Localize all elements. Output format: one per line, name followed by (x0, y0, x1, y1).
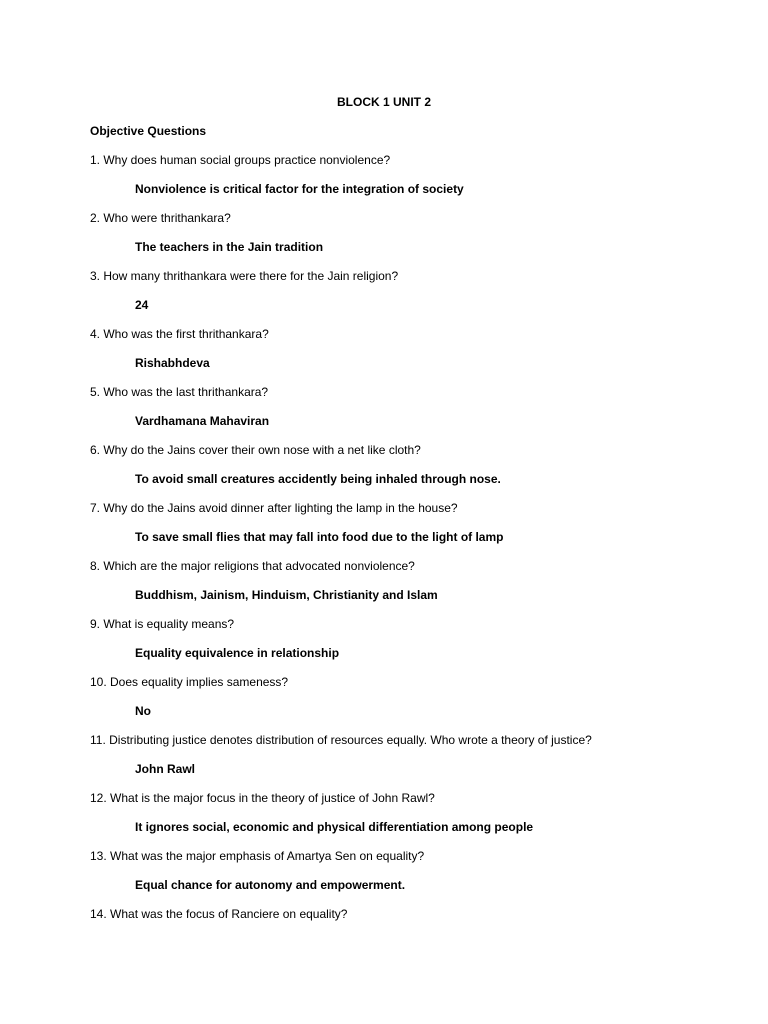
question: 7. Why do the Jains avoid dinner after lighting the lamp in the house? (90, 501, 458, 515)
question: 3. How many thrithankara were there for the Jain religion? (90, 269, 399, 283)
question: 12. What is the major focus in the theory of justice of John Rawl? (90, 791, 435, 805)
answer: To save small flies that may fall into food due to the light of lamp (135, 530, 504, 544)
answer: No (135, 704, 151, 718)
question: 5. Who was the last thrithankara? (90, 385, 269, 399)
document-title: BLOCK 1 UNIT 2 (336, 95, 431, 109)
answer: John Rawl (135, 762, 196, 776)
qa-item-11 (0, 732, 768, 790)
question: 10. Does equality implies sameness? (90, 675, 289, 689)
qa-item-10 (0, 674, 768, 732)
qa-item-4 (0, 326, 768, 384)
answer: Rishabhdeva (135, 356, 210, 370)
qa-item-14 (0, 906, 768, 964)
answer: It ignores social, economic and physical differentiation among people (135, 820, 534, 834)
question: 11. Distributing justice denotes distribution of resources equally. Who wrote a theory of justice? (90, 733, 592, 747)
qa-item-1 (0, 152, 768, 210)
answer: Equality equivalence in relationship (135, 646, 340, 660)
question: 14. What was the focus of Ranciere on equality? (90, 907, 348, 921)
question-list (0, 152, 768, 964)
qa-item-3 (0, 268, 768, 326)
qa-item-8 (0, 558, 768, 616)
answer: Buddhism, Jainism, Hinduism, Christianity and Islam (135, 588, 438, 602)
answer: 24 (135, 298, 149, 312)
question: 8. Which are the major religions that advocated nonviolence? (90, 559, 415, 573)
section-heading: Objective Questions (90, 124, 207, 138)
answer: Vardhamana Mahaviran (135, 414, 270, 428)
question: 6. Why do the Jains cover their own nose with a net like cloth? (90, 443, 421, 457)
qa-item-5 (0, 384, 768, 442)
qa-item-6 (0, 442, 768, 500)
qa-item-9 (0, 616, 768, 674)
answer: To avoid small creatures accidently being inhaled through nose. (135, 472, 501, 486)
answer (135, 935, 768, 964)
question: 2. Who were thrithankara? (90, 211, 231, 225)
question: 9. What is equality means? (90, 617, 235, 631)
qa-item-12 (0, 790, 768, 848)
answer: Nonviolence is critical factor for the integration of society (135, 182, 464, 196)
qa-item-13 (0, 848, 768, 906)
answer: Equal chance for autonomy and empowerment. (135, 878, 406, 892)
answer: The teachers in the Jain tradition (135, 240, 324, 254)
qa-item-7 (0, 500, 768, 558)
question: 13. What was the major emphasis of Amartya Sen on equality? (90, 849, 425, 863)
question: 4. Who was the first thrithankara? (90, 327, 269, 341)
question: 1. Why does human social groups practice nonviolence? (90, 153, 391, 167)
qa-item-2 (0, 210, 768, 268)
